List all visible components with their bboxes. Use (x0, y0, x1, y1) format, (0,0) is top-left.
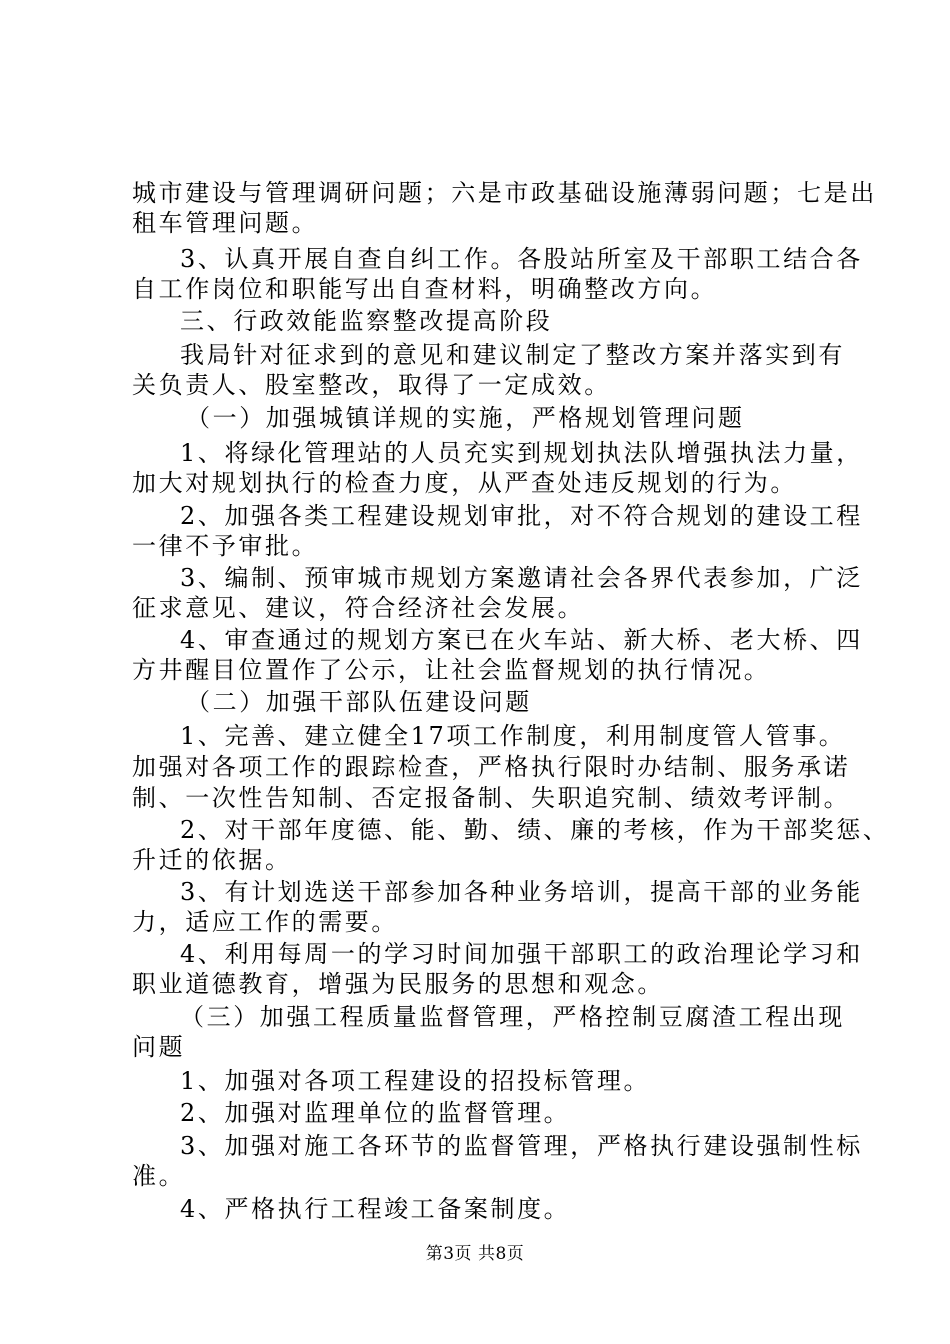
text-line: （二）加强干部队伍建设问题 (186, 688, 532, 716)
text-line: 一律不予审批。 (132, 532, 319, 560)
text-line: 问题 (132, 1033, 186, 1061)
text-line: 方井醒目位置作了公示，让社会监督规划的执行情况。 (132, 656, 771, 684)
text-line: 准。 (132, 1162, 186, 1190)
text-line: 4、严格执行工程竣工备案制度。 (180, 1195, 571, 1223)
text-line: 制、一次性告知制、否定报备制、失职追究制、绩效考评制。 (132, 784, 851, 812)
page-footer: 第3页 共8页 (425, 1244, 525, 1264)
text-line: 职业道德教育，增强为民服务的思想和观念。 (132, 970, 664, 998)
text-line: 2、加强各类工程建设规划审批，对不符合规划的建设工程 (180, 502, 863, 530)
text-line: 关负责人、股室整改，取得了一定成效。 (132, 371, 611, 399)
text-line: 4、利用每周一的学习时间加强干部职工的政治理论学习和 (180, 940, 863, 968)
text-line: 3、认真开展自查自纠工作。各股站所室及干部职工结合各 (180, 245, 863, 273)
text-line: 2、加强对监理单位的监督管理。 (180, 1099, 571, 1127)
text-line: 4、审查通过的规划方案已在火车站、新大桥、老大桥、四 (180, 626, 863, 654)
text-line: 城市建设与管理调研问题；六是市政基础设施薄弱问题；七是出 (132, 179, 877, 207)
text-line: 升迁的依据。 (132, 846, 292, 874)
text-line: 3、加强对施工各环节的监督管理，严格执行建设强制性标 (180, 1132, 863, 1160)
text-line: 加大对规划执行的检查力度，从严查处违反规划的行为。 (132, 469, 797, 497)
text-line: 租车管理问题。 (132, 209, 319, 237)
text-line: 2、对干部年度德、能、勤、绩、廉的考核，作为干部奖惩、 (180, 816, 890, 844)
text-line: （一）加强城镇详规的实施，严格规划管理问题 (186, 404, 745, 432)
text-line: 征求意见、建议，符合经济社会发展。 (132, 594, 585, 622)
text-line: 1、完善、建立健全17项工作制度，利用制度管人管事。 (180, 722, 846, 750)
text-line: 我局针对征求到的意见和建议制定了整改方案并落实到有 (180, 341, 845, 369)
text-line: 自工作岗位和职能写出自查材料，明确整改方向。 (132, 275, 718, 303)
text-line: 加强对各项工作的跟踪检查，严格执行限时办结制、服务承诺 (132, 753, 851, 781)
text-line: 1、将绿化管理站的人员充实到规划执法队增强执法力量， (180, 439, 863, 467)
text-line: 三、行政效能监察整改提高阶段 (180, 307, 553, 335)
text-line: 3、有计划选送干部参加各种业务培训，提高干部的业务能 (180, 878, 863, 906)
text-line: （三）加强工程质量监督管理，严格控制豆腐渣工程出现 (180, 1003, 845, 1031)
text-line: 1、加强对各项工程建设的招投标管理。 (180, 1067, 651, 1095)
text-line: 力，适应工作的需要。 (132, 908, 398, 936)
text-line: 3、编制、预审城市规划方案邀请社会各界代表参加，广泛 (180, 564, 863, 592)
